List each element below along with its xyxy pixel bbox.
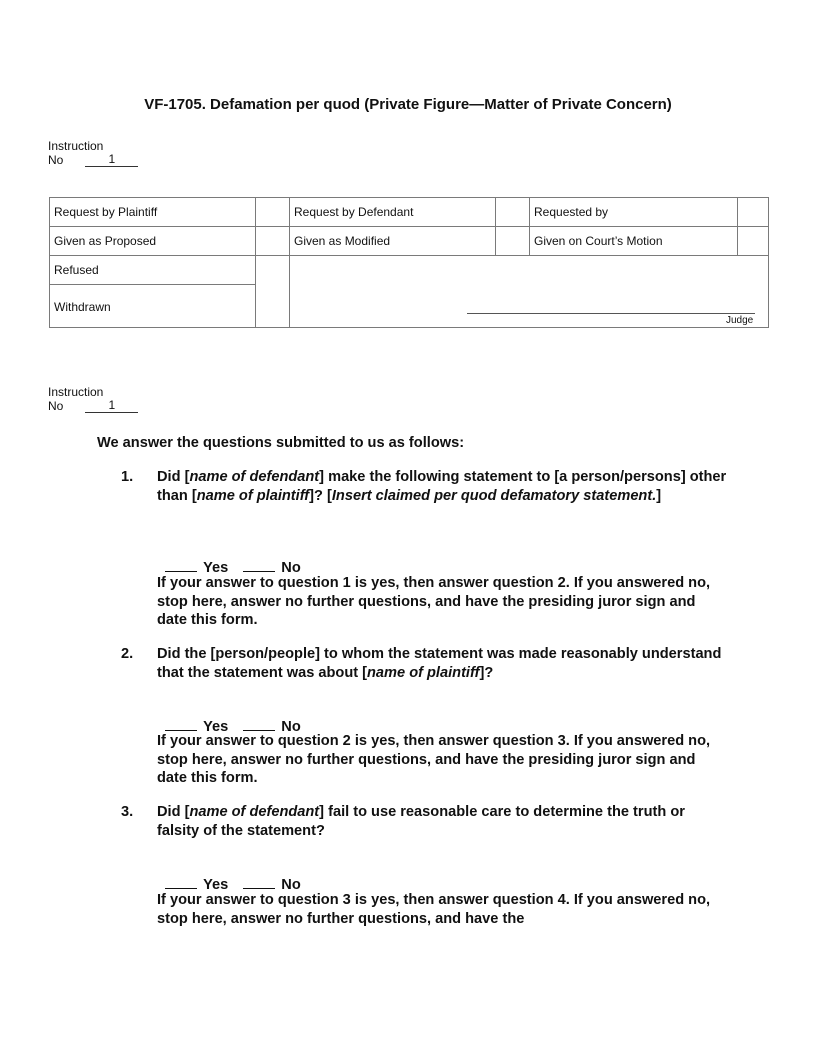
checkbox-request-by-plaintiff[interactable]: [256, 198, 289, 226]
label-request-by-defendant: Request by Defendant: [294, 205, 414, 219]
verdict-intro: We answer the questions submitted to us as follows:: [97, 435, 465, 451]
no-blank[interactable]: [243, 717, 275, 731]
question-number: 3.: [121, 804, 134, 820]
page-title: VF-1705. Defamation per quod (Private Figure—Matter of Private Concern): [144, 96, 672, 113]
question-text: Did [name of defendant] fail to use reasonable care to determine the truth or falsity of the statement?: [157, 804, 685, 839]
checkbox-refused[interactable]: [256, 256, 289, 284]
label-requested-by: Requested by: [534, 205, 609, 219]
question-number: 1.: [121, 469, 134, 485]
question-text: Did [name of defendant] make the following statement to [a person/persons] other than [name of plaintiff]? [Insert claimed per quod defamatory statement.]: [157, 469, 727, 504]
instruction-no-label: No: [48, 153, 64, 167]
yes-blank[interactable]: [165, 558, 197, 572]
checkbox-request-by-defendant[interactable]: [496, 198, 529, 226]
label-given-on-courts-motion: Given on Court’s Motion: [534, 234, 663, 248]
label-request-by-plaintiff: Request by Plaintiff: [54, 205, 158, 219]
question-followup: If your answer to question 1 is yes, then answer question 2. If you answered no, stop here, answer no further questions, and have the presiding juror sign and date this form.: [157, 575, 711, 628]
no-label: No: [281, 718, 301, 735]
instruction-number-field[interactable]: 1: [85, 399, 138, 413]
yes-label: Yes: [203, 559, 229, 576]
label-given-as-modified: Given as Modified: [294, 234, 391, 248]
no-label: No: [281, 559, 301, 576]
question-text: Did the [person/people] to whom the statement was made reasonably understand that the statement was about [name of plaintiff]?: [157, 646, 722, 681]
yes-no-answer: [157, 698, 301, 736]
instruction-number-field[interactable]: 1: [85, 153, 138, 167]
request-status-table: [49, 197, 769, 328]
judge-label: Judge: [726, 315, 754, 326]
checkbox-withdrawn[interactable]: [256, 285, 289, 328]
yes-blank[interactable]: [165, 875, 197, 889]
judge-signature-line[interactable]: [467, 313, 755, 314]
instruction-number-block: [48, 385, 138, 413]
checkbox-given-as-modified[interactable]: [496, 227, 529, 255]
yes-label: Yes: [203, 876, 229, 893]
yes-blank[interactable]: [165, 717, 197, 731]
no-label: No: [281, 876, 301, 893]
checkbox-given-on-courts-motion[interactable]: [738, 227, 768, 255]
no-blank[interactable]: [243, 558, 275, 572]
yes-label: Yes: [203, 718, 229, 735]
label-refused: Refused: [54, 263, 99, 277]
instruction-label: Instruction: [48, 385, 104, 399]
yes-no-answer: [157, 856, 301, 894]
no-blank[interactable]: [243, 875, 275, 889]
instruction-label: Instruction: [48, 139, 104, 153]
label-given-as-proposed: Given as Proposed: [54, 234, 157, 248]
checkbox-requested-by[interactable]: [738, 198, 768, 226]
checkbox-given-as-proposed[interactable]: [256, 227, 289, 255]
question-number: 2.: [121, 646, 134, 662]
question-followup: If your answer to question 2 is yes, then answer question 3. If you answered no, stop here, answer no further questions, and have the presiding juror sign and date this form.: [157, 733, 711, 786]
label-withdrawn: Withdrawn: [54, 299, 111, 314]
yes-no-answer: [157, 539, 301, 577]
question-followup: If your answer to question 3 is yes, then answer question 4. If you answered no, stop here, answer no further questions, and have the: [157, 892, 711, 927]
instruction-number-block: [48, 139, 138, 167]
instruction-no-label: No: [48, 399, 64, 413]
